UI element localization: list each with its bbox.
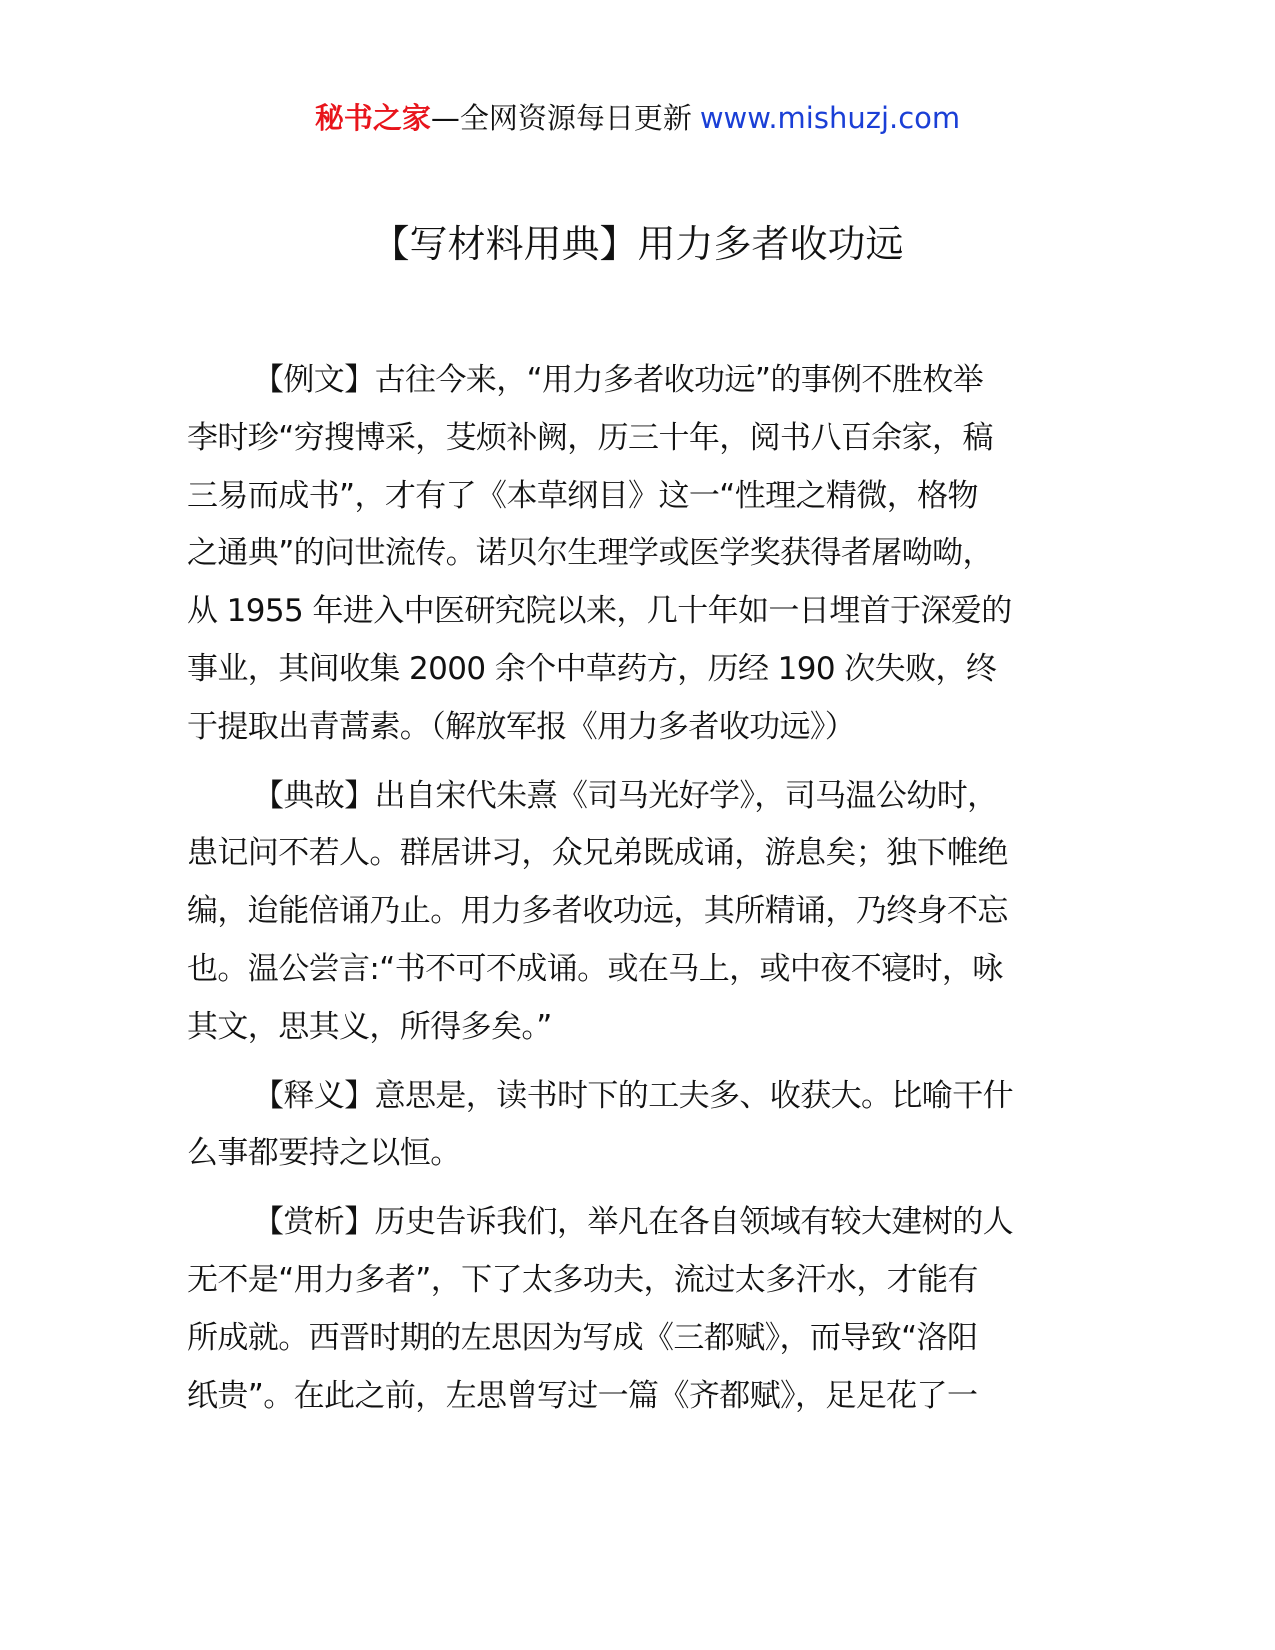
header-tagline: —全网资源每日更新	[430, 101, 692, 135]
text-line: 三易而成书”，才有了《本草纲目》这一“性理之精微，格物	[187, 477, 978, 514]
article-body	[187, 352, 1092, 1436]
page-title: 【写材料用典】用力多者收功远	[371, 222, 904, 266]
text-line: 从 1955 年进入中医研究院以来，几十年如一日埋首于深爱的	[187, 593, 1012, 630]
text-line: 【释义】意思是，读书时下的工夫多、收获大。比喻干什	[253, 1077, 1013, 1114]
brand-name: 秘书之家	[314, 101, 431, 135]
text-line: 事业，其间收集 2000 余个中草药方，历经 190 次失败，终	[187, 650, 997, 687]
text-line: 之通典”的问世流传。诺贝尔生理学或医学奖获得者屠呦呦，	[187, 535, 993, 572]
site-url-link[interactable]: www.mishuzj.com	[699, 101, 961, 135]
paragraph-allusion	[187, 768, 1092, 1057]
text-line: 李时珍“穷搜博采，芟烦补阙，历三十年，阅书八百余家，稿	[187, 419, 993, 456]
text-line: 无不是“用力多者”，下了太多功夫，流过太多汗水，才能有	[187, 1261, 978, 1298]
site-header	[0, 96, 1275, 140]
text-line: 纸贵”。在此之前，左思曾写过一篇《齐都赋》，足足花了一	[187, 1377, 978, 1414]
text-line: 患记问不若人。群居讲习，众兄弟既成诵，游息矣；独下帷绝	[187, 835, 1008, 872]
paragraph-example	[187, 352, 1092, 757]
text-line: 其文，思其义，所得多矣。”	[187, 1008, 552, 1045]
paragraph-meaning	[187, 1068, 1092, 1184]
text-line: 【赏析】历史告诉我们，举凡在各自领域有较大建树的人	[253, 1204, 1013, 1241]
text-line: 【典故】出自宋代朱熹《司马光好学》，司马温公幼时，	[253, 777, 998, 814]
text-line: 所成就。西晋时期的左思因为写成《三都赋》，而导致“洛阳	[187, 1319, 978, 1356]
paragraph-analysis	[187, 1194, 1092, 1425]
text-line: 么事都要持之以恒。	[187, 1135, 461, 1172]
text-line: 于提取出青蒿素。（解放军报《用力多者收功远》）	[187, 708, 856, 745]
text-line: 也。温公尝言:“书不可不成诵。或在马上，或中夜不寝时，咏	[187, 950, 1003, 987]
text-line: 【例文】古往今来，“用力多者收功远”的事例不胜枚举	[253, 362, 984, 398]
text-line: 编，迨能倍诵乃止。用力多者收功远，其所精诵，乃终身不忘	[187, 893, 1008, 930]
